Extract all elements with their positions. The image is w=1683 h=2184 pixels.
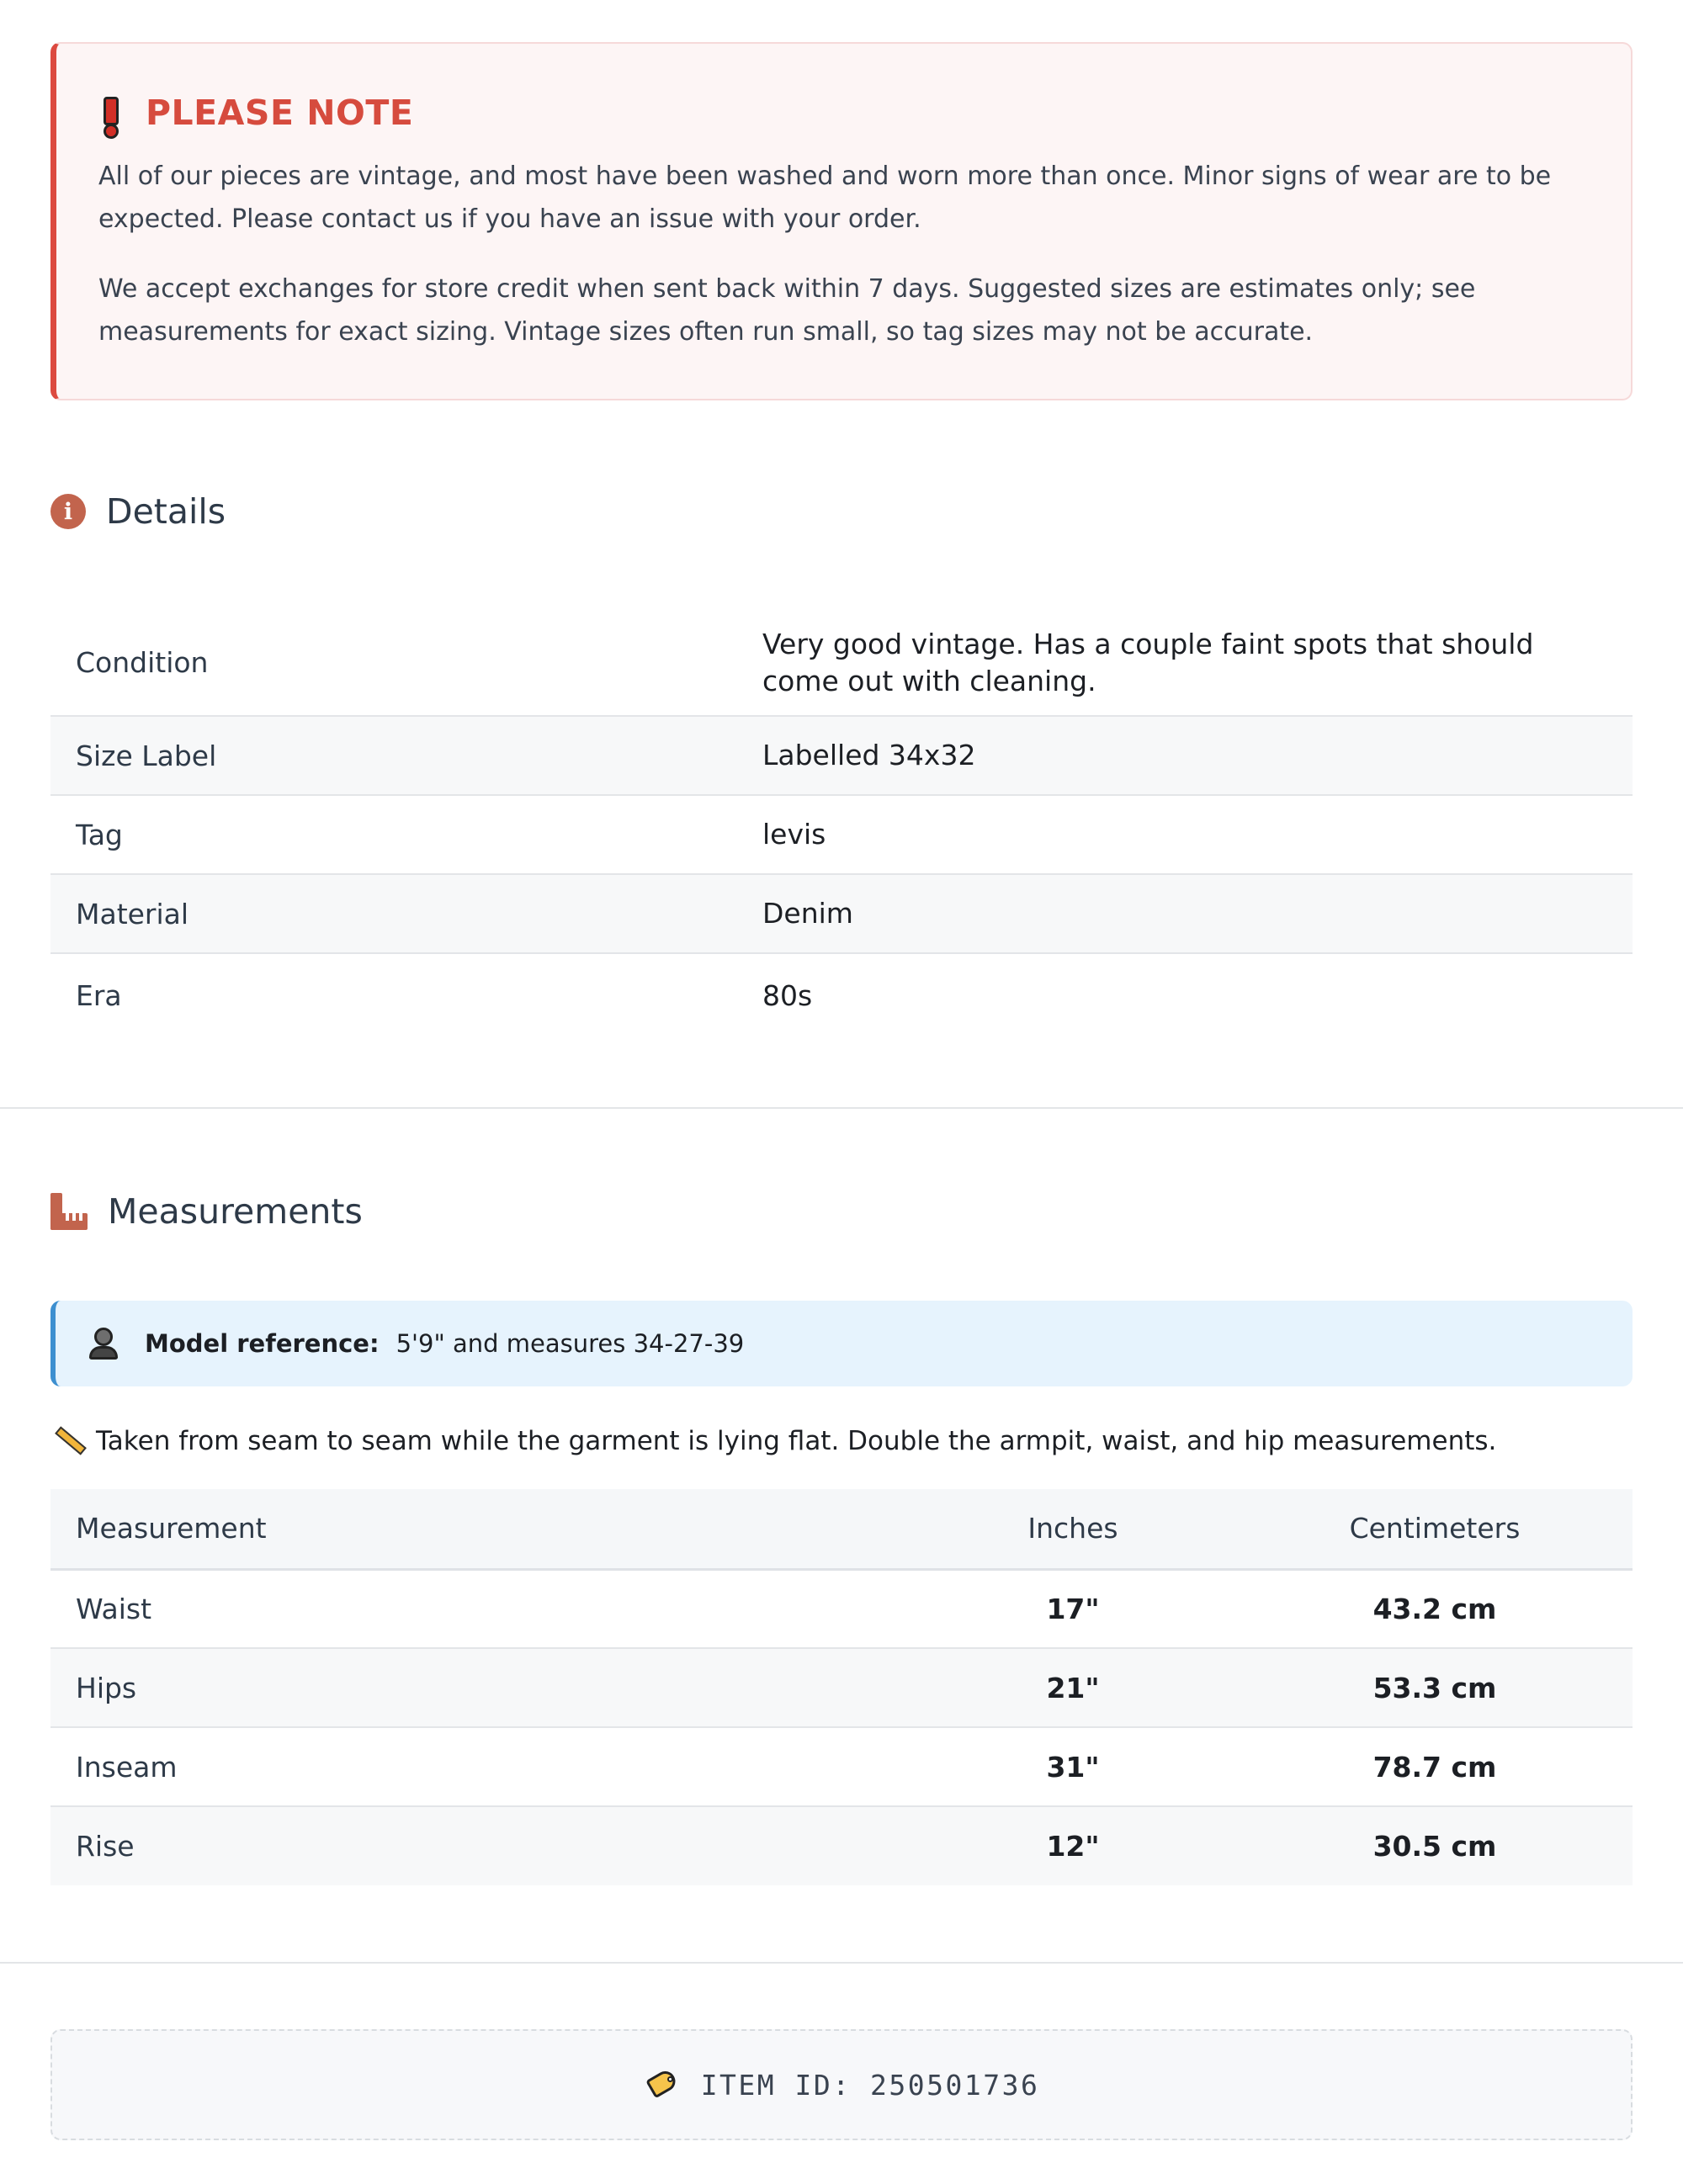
model-reference-value: 5'9" and measures 34-27-39 bbox=[396, 1329, 745, 1358]
measurements-header bbox=[50, 1186, 363, 1237]
person-icon bbox=[86, 1326, 121, 1361]
info-icon: i bbox=[50, 494, 86, 529]
detail-value: Labelled 34x32 bbox=[762, 716, 1633, 795]
detail-value: levis bbox=[762, 795, 1633, 874]
detail-label: Tag bbox=[50, 795, 762, 874]
measurement-name: Rise bbox=[50, 1806, 909, 1885]
table-row bbox=[50, 874, 1633, 953]
details-table bbox=[50, 610, 1633, 1037]
measurement-inches: 31" bbox=[909, 1727, 1237, 1806]
measurement-inches: 21" bbox=[909, 1648, 1237, 1727]
measurements-heading: Measurements bbox=[108, 1191, 363, 1232]
notice-paragraph-2: We accept exchanges for store credit when sent back within 7 days. Suggested sizes are estimates only; see measurements for exact sizing. Vintage sizes often run small, so tag sizes may not be accurate. bbox=[98, 274, 1476, 347]
notice-header bbox=[98, 89, 1580, 136]
table-row bbox=[50, 610, 1633, 716]
ruler-icon bbox=[50, 1193, 88, 1230]
measurement-cm: 30.5 cm bbox=[1237, 1806, 1633, 1885]
pencil-icon bbox=[50, 1424, 84, 1458]
item-id-text: ITEM ID: 250501736 bbox=[700, 2068, 1040, 2102]
section-divider bbox=[0, 1962, 1683, 1964]
model-reference-label: Model reference: bbox=[145, 1329, 380, 1358]
measurement-cm: 53.3 cm bbox=[1237, 1648, 1633, 1727]
exclamation-icon bbox=[98, 92, 120, 134]
measurements-table bbox=[50, 1489, 1633, 1885]
measurement-inches: 17" bbox=[909, 1569, 1237, 1648]
table-row bbox=[50, 795, 1633, 874]
item-id-box bbox=[50, 2029, 1633, 2140]
detail-value: Very good vintage. Has a couple faint spots that should come out with cleaning. bbox=[762, 610, 1633, 716]
measurement-name: Waist bbox=[50, 1569, 909, 1648]
notice-title: PLEASE NOTE bbox=[146, 93, 414, 133]
measurement-inches: 12" bbox=[909, 1806, 1237, 1885]
notice-paragraph-1: All of our pieces are vintage, and most have been washed and worn more than once. Minor signs of wear are to be expected. Please contact us if you have an issue with your order. bbox=[98, 162, 1552, 234]
model-reference-box bbox=[50, 1301, 1633, 1386]
detail-label: Material bbox=[50, 874, 762, 953]
measurement-name: Inseam bbox=[50, 1727, 909, 1806]
detail-label: Era bbox=[76, 979, 122, 1012]
detail-value: Denim bbox=[762, 874, 1633, 953]
notice-box bbox=[50, 42, 1633, 400]
table-row bbox=[50, 1727, 1633, 1806]
details-header bbox=[50, 486, 226, 537]
section-divider bbox=[0, 1107, 1683, 1109]
details-heading: Details bbox=[106, 491, 226, 532]
measurement-cm: 43.2 cm bbox=[1237, 1569, 1633, 1648]
column-header-centimeters: Centimeters bbox=[1237, 1489, 1633, 1569]
measurement-note-text: Taken from seam to seam while the garment is lying flat. Double the armpit, waist, and hip measurements. bbox=[96, 1426, 1497, 1456]
column-header-measurement: Measurement bbox=[50, 1489, 909, 1569]
column-header-inches: Inches bbox=[909, 1489, 1237, 1569]
detail-label: Size Label bbox=[50, 716, 762, 795]
table-header-row bbox=[50, 1489, 1633, 1569]
tag-icon bbox=[644, 2068, 681, 2102]
table-row bbox=[50, 1569, 1633, 1648]
table-row bbox=[50, 716, 1633, 795]
table-row bbox=[50, 1648, 1633, 1727]
detail-value: 80s bbox=[762, 978, 813, 1012]
measurement-note bbox=[50, 1420, 1496, 1462]
table-row bbox=[50, 1806, 1633, 1885]
measurement-name: Hips bbox=[50, 1648, 909, 1727]
measurement-cm: 78.7 cm bbox=[1237, 1727, 1633, 1806]
table-row bbox=[50, 953, 1633, 1037]
detail-label: Condition bbox=[50, 610, 762, 716]
